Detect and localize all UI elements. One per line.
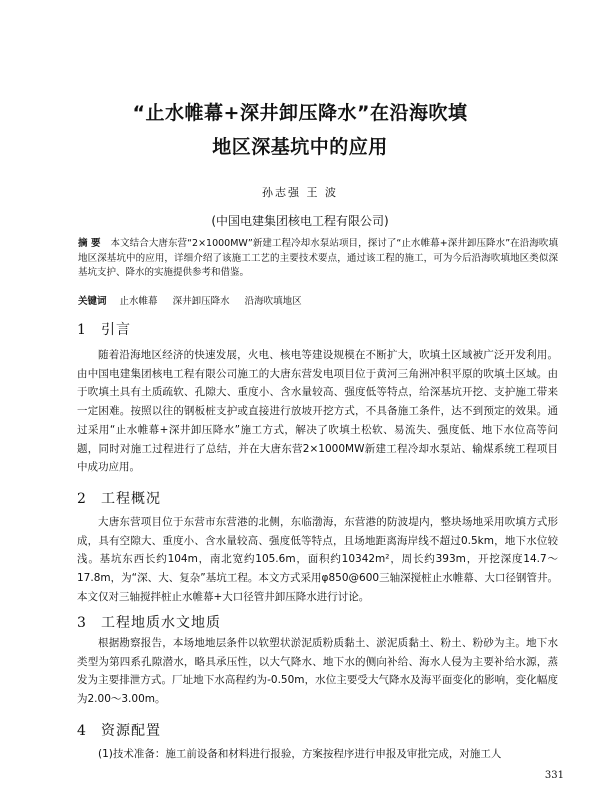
- keyword: 沿海吹填地区: [244, 296, 302, 307]
- keyword: 止水帷幕: [119, 296, 158, 307]
- section-number: 1: [77, 322, 87, 338]
- authors: 孙志强 王 波: [262, 186, 338, 199]
- section-number: 3: [77, 615, 87, 631]
- section-title: 引言: [101, 322, 131, 338]
- keywords-label: 关键词: [78, 296, 107, 307]
- section-body-introduction: 随着沿海地区经济的快速发展，火电、核电等建设规模在不断扩大，吹填土区域被广泛开发利用。由中国电建集团核电工程有限公司施工的大唐东营发电项目位于黄河三角洲冲积平原的吹填土区域。由于吹填土具有土质疏软、孔隙大、重度小、含水量较高、强度低等特点，给深基坑开挖、支护施工带来一定困难。按照以往的钢板桩支护或直接进行放坡开挖方式，不具备施工条件，达不到预定的效果。通过采用“止水帷幕+深井卸压降水”施工方式，解决了吹填土松软、易流失、强度低、地下水位高等问题，同时对施工过程进行了总结，并在大唐东营2×1000MW新建工程冷却水泵站、输煤系统工程项目中成功应用。: [77, 349, 558, 474]
- section-title: 工程概况: [101, 491, 161, 507]
- section-body-geology: 根据勘察报告，本场地地层条件以软塑状淤泥质粉质黏土、淤泥质黏土、粉土、粉砂为主。地下水类型为第四系孔隙潜水，略具承压性，以大气降水、地下水的侧向补给、海水人侵为主要补给水源，蒸发为主要排泄方式。厂址地下水高程约为-0.50m，水位主要受大气降水及海平面变化的影响，变化幅度为2.00～3.00m。: [77, 637, 558, 706]
- abstract: [78, 237, 558, 281]
- abstract-text: 本文结合大唐东营“2×1000MW”新建工程冷却水泵站项目，探讨了“止水帷幕+深井卸压降水”在沿海吹填地区深基坑中的应用，详细介绍了该施工工艺的主要技术要点，通过该工程的施工，可为今后沿海吹填地区类似深基坑支护、降水的实施提供参考和借鉴。: [78, 238, 558, 279]
- keyword: 深井卸压降水: [172, 296, 230, 307]
- section-title: 资源配置: [101, 723, 161, 739]
- section-heading-geology: [77, 612, 221, 632]
- section-number: 4: [77, 723, 87, 739]
- section-heading-introduction: [77, 319, 131, 339]
- section-body-project-overview: 大唐东营项目位于东营市东营港的北侧，东临渤海，东营港的防波堤内，整块场地采用吹填方式形成，具有空隙大、重度小、含水量较高、强度低等特点，且场地距离海岸线不超过0.5km，地下水位较浅。基坑东西长约104m，南北宽约105.6m，面积约10342m²，周长约393m，开挖深度14.7～17.8m，为“深、大、复杂”基坑工程。本文方式采用φ850@600三轴深搅桩止水帷幕、大口径钢管井。本文仅对三轴搅拌桩止水帷幕+大口径管井卸压降水进行讨论。: [77, 516, 558, 603]
- section-body-resources: (1)技术准备：施工前设备和材料进行报验，方案按程序进行申报及审批完成，对施工人: [98, 748, 502, 760]
- page-number: 331: [544, 770, 564, 781]
- section-title: 工程地质水文地质: [101, 615, 221, 631]
- paper-title-line-2: 地区深基坑中的应用: [212, 136, 388, 158]
- section-heading-project-overview: [77, 488, 161, 508]
- section-heading-resources: [77, 720, 161, 740]
- keywords: [78, 295, 558, 309]
- paper-title-line-1: “止水帷幕+深井卸压降水”在沿海吹填: [132, 102, 468, 124]
- affiliation: (中国电建集团核电工程有限公司): [211, 214, 389, 228]
- section-number: 2: [77, 491, 87, 507]
- abstract-label: 摘 要: [78, 238, 101, 249]
